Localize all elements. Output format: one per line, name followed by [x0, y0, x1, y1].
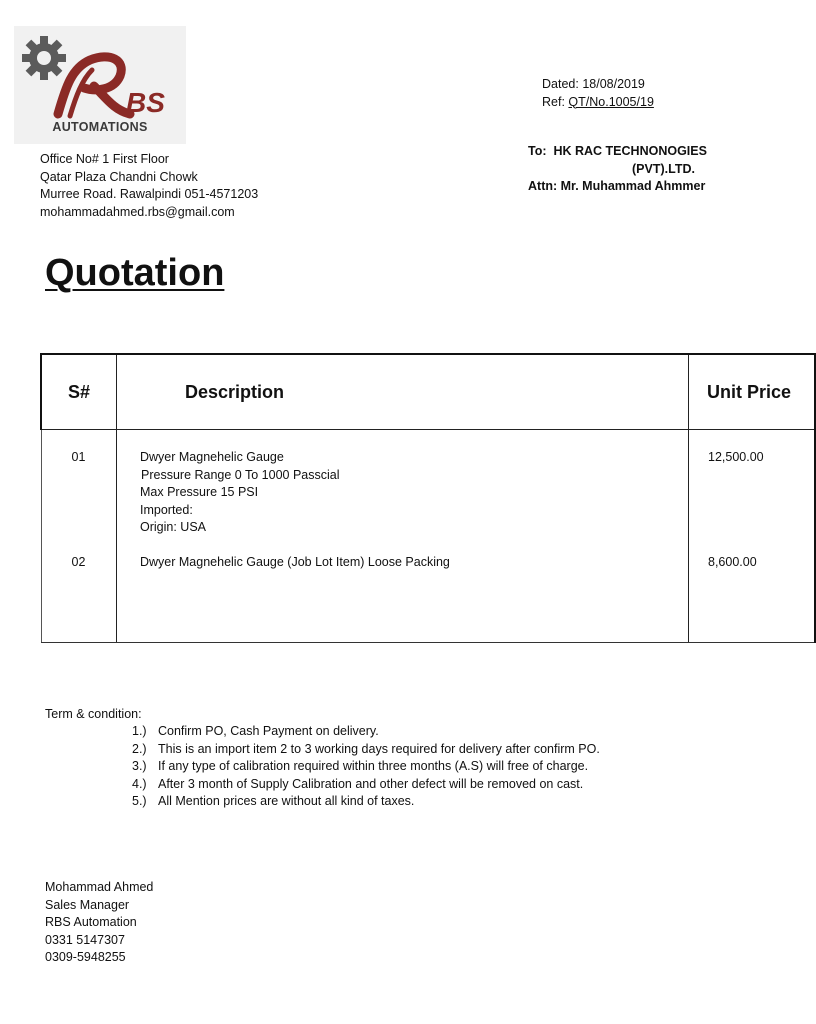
- address-line: Office No# 1 First Floor: [40, 152, 169, 166]
- row-description: [140, 554, 620, 572]
- logo-wordmark: AUTOMATIONS: [52, 120, 148, 134]
- header-unit-price: Unit Price: [689, 354, 816, 430]
- term-text: This is an import item 2 to 3 working days required for delivery after confirm PO.: [158, 741, 600, 756]
- to-label: To:: [528, 144, 547, 158]
- term-number: 1.): [132, 724, 147, 738]
- term-number: 2.): [132, 741, 147, 756]
- row-serial: 01: [71, 450, 86, 464]
- description-line: Origin: USA: [140, 520, 206, 534]
- row-serial: 02: [71, 555, 86, 569]
- gear-icon: [22, 36, 66, 80]
- term-text: If any type of calibration required within three months (A.S) will free of charge.: [158, 759, 589, 773]
- terms-heading: Term & condition:: [45, 707, 142, 721]
- dated-line: [542, 76, 654, 94]
- list-item: [132, 776, 600, 794]
- header-description: Description: [117, 354, 689, 430]
- list-item: [132, 793, 600, 811]
- page-title: Quotation: [45, 252, 225, 294]
- description-line: Imported:: [140, 502, 193, 517]
- row-unit-price: 8,600.00: [708, 555, 757, 569]
- dated-value: 18/08/2019: [582, 77, 645, 91]
- recipient-company-suffix: (PVT).LTD.: [632, 161, 695, 176]
- term-number: 5.): [132, 794, 147, 808]
- term-number: 4.): [132, 776, 147, 791]
- list-item: [132, 723, 600, 741]
- address-line: Qatar Plaza Chandni Chowk: [40, 169, 198, 184]
- table-header-row: [41, 354, 815, 430]
- signature-block: [45, 879, 153, 967]
- signatory-name: Mohammad Ahmed: [45, 880, 154, 894]
- price-cell: [689, 430, 816, 643]
- document-meta: [542, 76, 654, 111]
- serial-cell: [41, 430, 117, 643]
- ref-value: QT/No.1005/19: [568, 94, 654, 109]
- dated-label: Dated:: [542, 77, 579, 91]
- row-description: [140, 449, 620, 537]
- script-r-mark: [58, 57, 130, 114]
- quotation-table: [40, 353, 816, 643]
- signatory-phone: 0331 5147307: [45, 932, 125, 947]
- description-line: Pressure Range 0 To 1000 Passcial: [141, 467, 340, 482]
- recipient-company-name: HK RAC TECHNONOGIES: [553, 144, 707, 158]
- recipient-attn: Attn: Mr. Muhammad Ahmmer: [528, 179, 706, 193]
- ref-line: [542, 94, 654, 112]
- term-text: All Mention prices are without all kind of taxes.: [158, 794, 415, 808]
- recipient-block: [528, 143, 748, 196]
- term-number: 3.): [132, 759, 147, 773]
- term-text: After 3 month of Supply Calibration and other defect will be removed on cast.: [158, 776, 584, 791]
- list-item: [132, 758, 600, 776]
- header-serial: S#: [41, 354, 117, 430]
- list-item: [132, 741, 600, 759]
- term-text: Confirm PO, Cash Payment on delivery.: [158, 724, 379, 738]
- description-line: Dwyer Magnehelic Gauge (Job Lot Item) Loose Packing: [140, 555, 450, 569]
- sender-address: [40, 151, 258, 221]
- table-row: [41, 430, 815, 643]
- row-unit-price: 12,500.00: [708, 450, 764, 464]
- terms-list: [132, 723, 600, 811]
- recipient-company: [528, 143, 748, 161]
- signatory-role: Sales Manager: [45, 897, 130, 912]
- signatory-phone: 0309-5948255: [45, 950, 126, 964]
- description-cell: [117, 430, 689, 643]
- description-line: Max Pressure 15 PSI: [140, 485, 259, 499]
- signatory-company: RBS Automation: [45, 915, 137, 929]
- address-line: Murree Road. Rawalpindi 051-4571203: [40, 187, 259, 201]
- logo-letters: BS: [126, 87, 165, 118]
- company-logo: [14, 26, 186, 144]
- ref-label: Ref:: [542, 94, 565, 109]
- description-line: Dwyer Magnehelic Gauge: [140, 450, 284, 464]
- sender-email: mohammadahmed.rbs@gmail.com: [40, 204, 235, 219]
